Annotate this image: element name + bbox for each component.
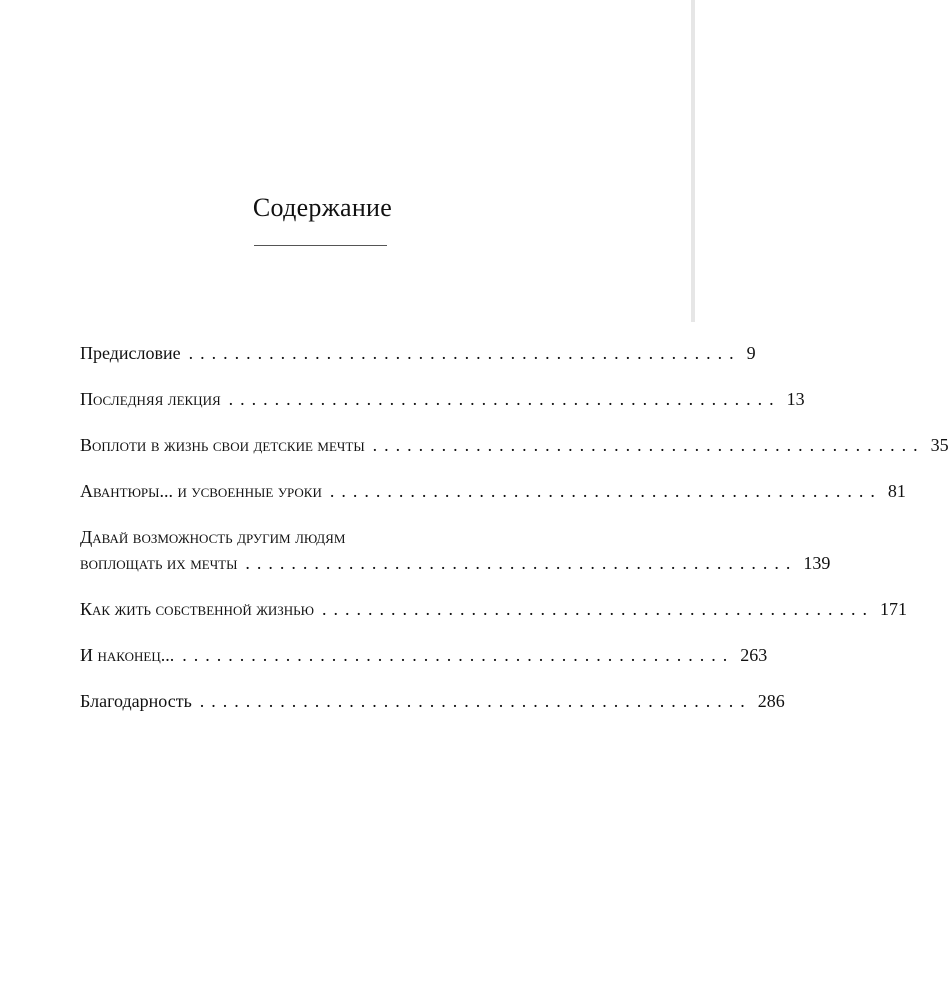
dot-leader: ................................................	[228, 389, 781, 409]
toc-page-number: 286	[757, 691, 785, 711]
page-title: Содержание	[252, 193, 393, 222]
toc-entry-label: Последняя лекция	[80, 389, 221, 409]
toc-page-number: 263	[740, 645, 768, 665]
dot-leader: ................................................	[372, 435, 925, 455]
toc-entry-enabling-dreams[interactable]	[80, 524, 831, 576]
toc-entry-label: И наконец...	[80, 645, 175, 665]
title-divider	[254, 245, 387, 246]
dot-leader: ................................................	[321, 599, 874, 619]
toc-entry-label: Предисловие	[80, 343, 181, 363]
toc-entry-preface[interactable]	[80, 340, 756, 366]
toc-entry-last-lecture[interactable]	[80, 386, 805, 412]
toc-entry-label-line2: воплощать их мечты	[80, 553, 238, 573]
toc-entry-label: Воплоти в жизнь свои детские мечты	[80, 435, 365, 455]
toc-entry-finally[interactable]	[80, 642, 768, 668]
toc-page-number: 139	[803, 553, 831, 573]
table-of-contents	[80, 340, 949, 714]
toc-entry-adventures[interactable]	[80, 478, 906, 504]
toc-page-number: 13	[786, 389, 805, 409]
toc-page-number: 81	[887, 481, 906, 501]
dot-leader: ................................................	[245, 553, 798, 573]
toc-entry-label: Благодарность	[80, 691, 192, 711]
page-edge-shadow	[691, 0, 695, 322]
dot-leader: ................................................	[329, 481, 882, 501]
toc-page-number: 35	[930, 435, 949, 455]
toc-entry-label: Как жить собственной жизнью	[80, 599, 314, 619]
dot-leader: ................................................	[188, 343, 741, 363]
toc-page-number: 9	[746, 343, 756, 363]
toc-entry-label: Авантюры... и усвоенные уроки	[80, 481, 322, 501]
toc-entry-label-line1: Давай возможность другим людям	[80, 527, 346, 547]
dot-leader: ................................................	[199, 691, 752, 711]
toc-entry-acknowledgements[interactable]	[80, 688, 785, 714]
dot-leader: ................................................	[182, 645, 735, 665]
toc-page-number: 171	[879, 599, 907, 619]
toc-entry-childhood-dreams[interactable]	[80, 432, 949, 458]
toc-entry-own-life[interactable]	[80, 596, 907, 622]
